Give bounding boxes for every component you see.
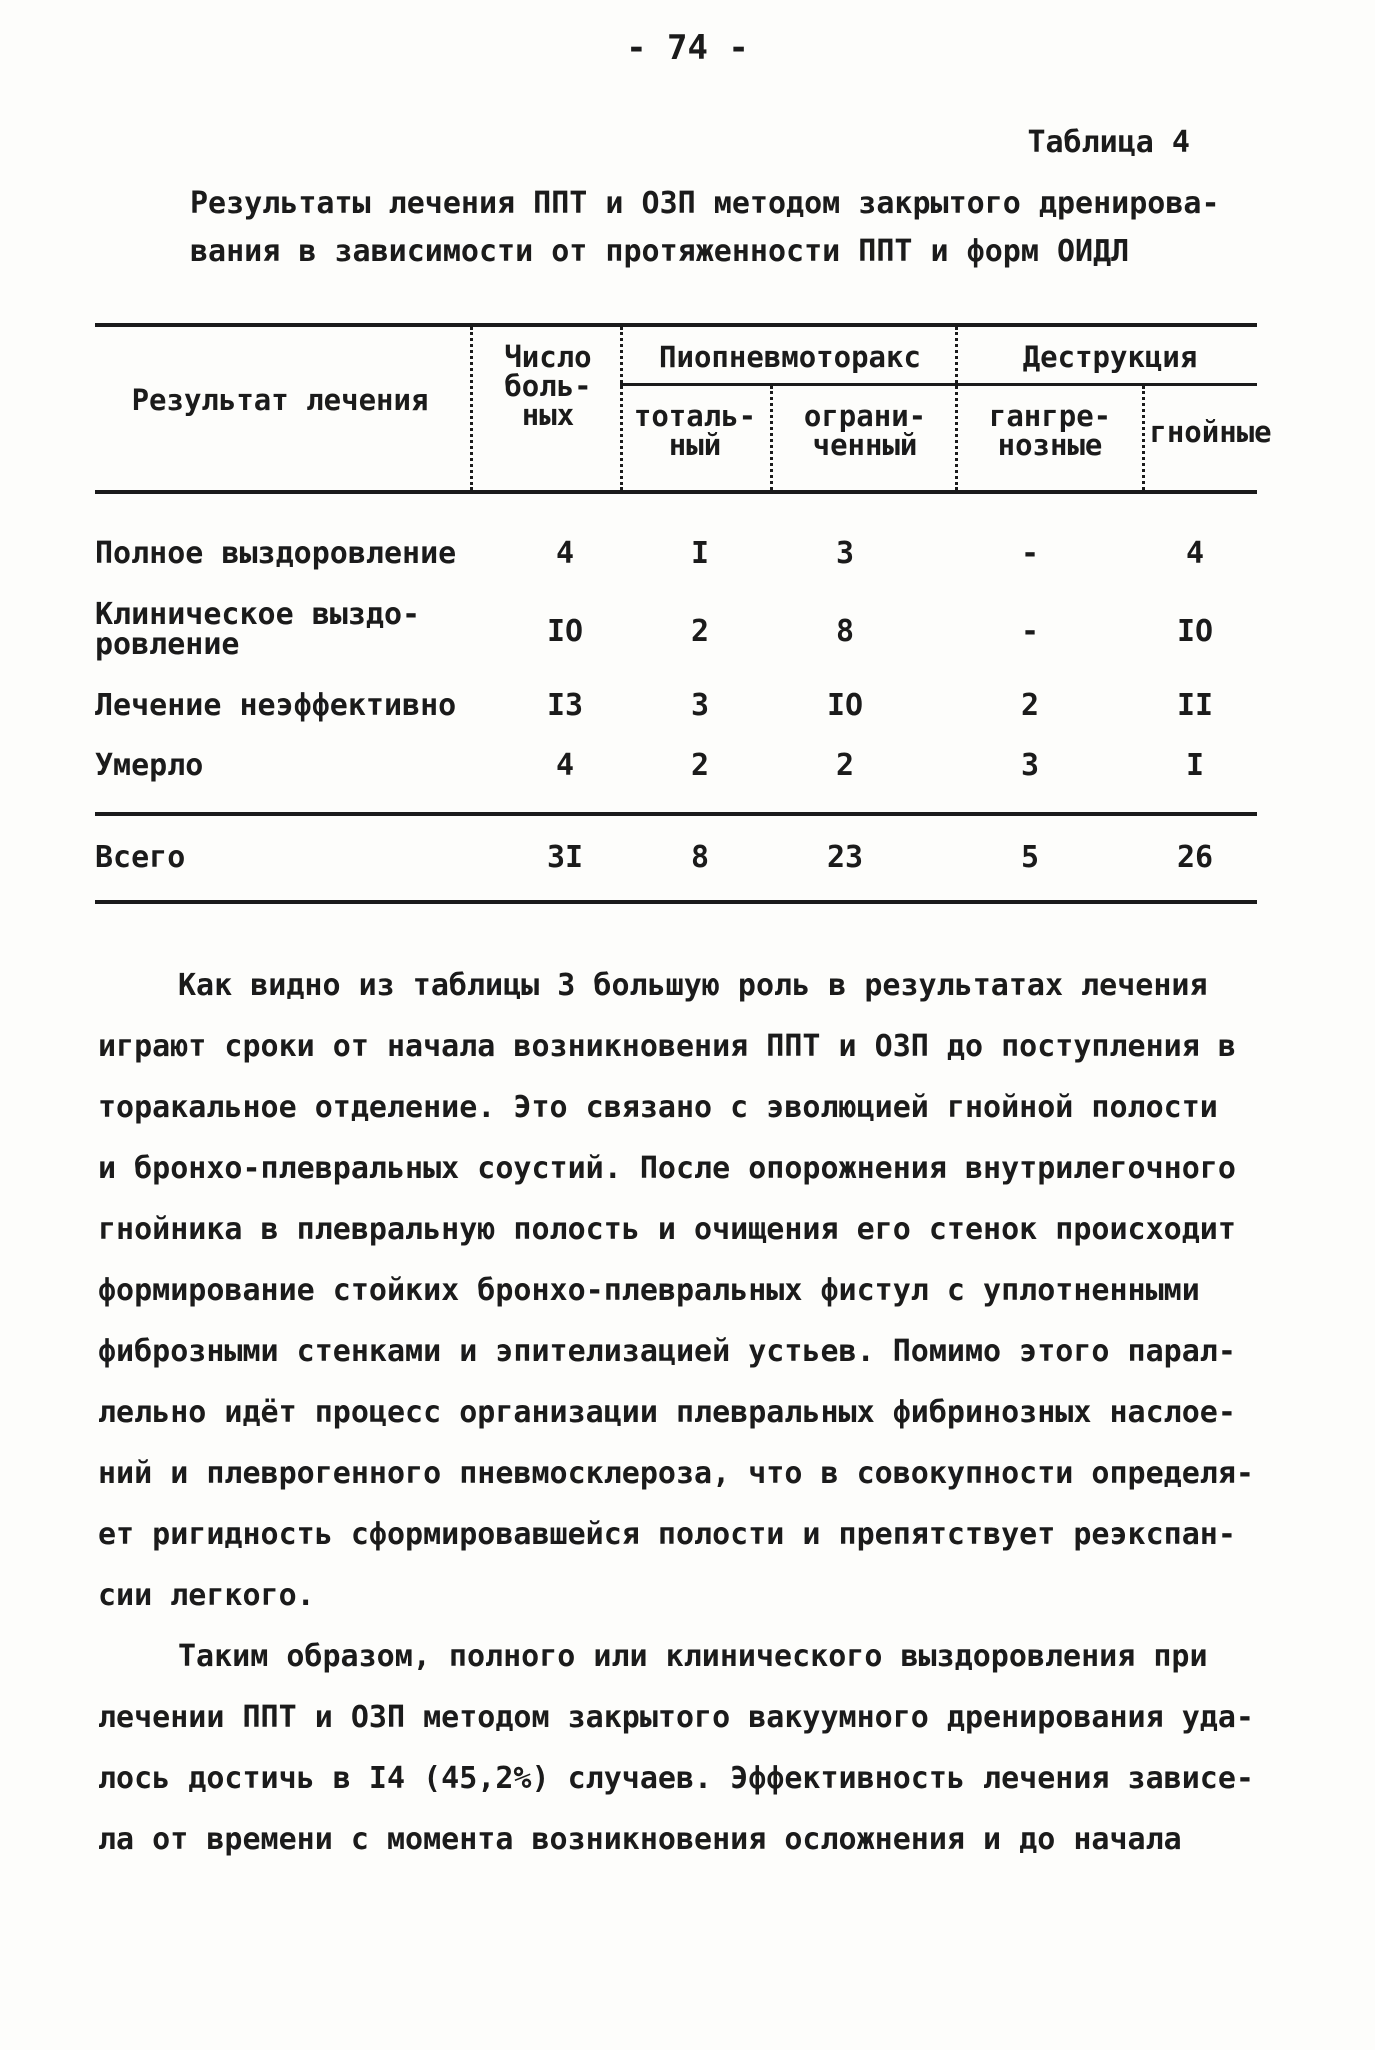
header-patients-line: ных [521,398,575,432]
paragraph-line: фиброзными стенками и эпителизацией устьев. Помимо этого парал- [98,1334,1236,1369]
paragraph-line: ла от времени с момента возникновения осложнения и до начала [98,1822,1182,1857]
row-label-line: ровление [95,627,240,662]
table-cell: 4 [555,748,575,783]
table-cell: 3 [1020,748,1040,783]
paragraph-line: Таким образом, полного или клинического выздоровления при [178,1639,1208,1674]
header-subgroup-rule [620,383,1257,386]
page-number: - 74 - [626,28,749,68]
header-pyo-total [625,399,765,462]
table-cell: 2 [835,748,855,783]
table-cell: 2 [690,748,710,783]
header-pyo-total-line: тоталь- [633,399,757,433]
table-cell: IO [546,614,584,649]
table-cell: IO [1176,614,1214,649]
column-divider [620,327,623,490]
paragraph-line: и бронхо-плевральных соустий. После опорожнения внутрилегочного [98,1151,1236,1186]
total-cell: 3I [546,840,584,875]
paragraph-line: гнойника в плевральную полость и очищения его стенок происходит [98,1212,1236,1247]
table-cell: IO [826,688,864,723]
row-label-line: Клиническое выздо- [95,597,421,632]
body-text [98,955,1278,1870]
paragraph-line: сии легкого. [98,1578,315,1613]
total-top-rule [95,812,1257,816]
column-divider [955,327,958,490]
total-cell: 26 [1176,840,1214,875]
row-label: Полное выздоровление [95,536,457,571]
paragraph-line: торакальное отделение. Это связано с эволюцией гнойной полости [98,1090,1218,1125]
table-cell: I3 [546,688,584,723]
table-cell: II [1176,688,1214,723]
header-pyo-total-line: ный [668,428,722,462]
paragraph-line: ет ригидность сформировавшейся полости и препятствует реэкспан- [98,1517,1236,1552]
table-caption [190,180,1220,276]
header-pyopneumothorax: Пиопневмоторакс [659,340,921,374]
header-destruction: Деструкция [1022,340,1198,374]
total-cell: 5 [1020,840,1040,875]
caption-line: Результаты лечения ППТ и ОЗП методом закрытого дренирова- [190,186,1220,221]
paragraph-line: лось достичь в I4 (45,2%) случаев. Эффективность лечения зависе- [98,1761,1254,1796]
header-bottom-rule [95,490,1257,494]
paragraph-line: играют сроки от начала возникновения ППТ и ОЗП до поступления в [98,1029,1236,1064]
table-cell: - [1020,614,1040,649]
paragraph-line: лечении ППТ и ОЗП методом закрытого вакуумного дренирования уда- [98,1700,1254,1735]
table-bottom-rule [95,900,1257,904]
caption-line: вания в зависимости от протяженности ППТ и форм ОИДЛ [190,234,1130,269]
table-cell: 4 [1185,536,1205,571]
column-divider [470,327,473,490]
column-divider [770,386,773,490]
header-pyo-limited-line: ограни- [803,399,927,433]
total-cell: 23 [826,840,864,875]
table-cell: 3 [835,536,855,571]
paragraph-line: Как видно из таблицы 3 большую роль в результатах лечения [178,968,1208,1003]
table-cell: 2 [690,614,710,649]
table-label: Таблица 4 [1027,125,1190,160]
row-label: Лечение неэффективно [95,688,457,723]
header-destr-gangrenous [960,399,1140,462]
table-cell: I [690,536,710,571]
paragraph-line: ний и плеврогенного пневмосклероза, что в совокупности определя- [98,1456,1254,1491]
header-destr-gangrenous-line: гангре- [988,399,1112,433]
header-patients-line: Число [504,340,592,374]
table-cell: 8 [835,614,855,649]
header-result: Результат лечения [131,383,429,417]
row-label: Умерло [95,748,204,783]
header-destr-gangrenous-line: нозные [997,428,1103,462]
header-patients [478,340,618,432]
header-destr-purulent: гнойные [1149,415,1272,449]
row-label [95,597,421,662]
table-cell: - [1020,536,1040,571]
total-label: Всего [95,840,186,875]
header-pyo-limited [775,399,955,462]
table-top-rule [95,323,1257,327]
header-patients-line: боль- [504,369,592,403]
paragraph-line: формирование стойких бронхо-плевральных фистул с уплотненными [98,1273,1200,1308]
table-cell: I [1185,748,1205,783]
column-divider [1142,386,1145,490]
table-cell: 4 [555,536,575,571]
paragraph-line: лельно идёт процесс организации плевральных фибринозных наслое- [98,1395,1236,1430]
header-pyo-limited-line: ченный [812,428,918,462]
table-cell: 3 [690,688,710,723]
total-cell: 8 [690,840,710,875]
table-cell: 2 [1020,688,1040,723]
